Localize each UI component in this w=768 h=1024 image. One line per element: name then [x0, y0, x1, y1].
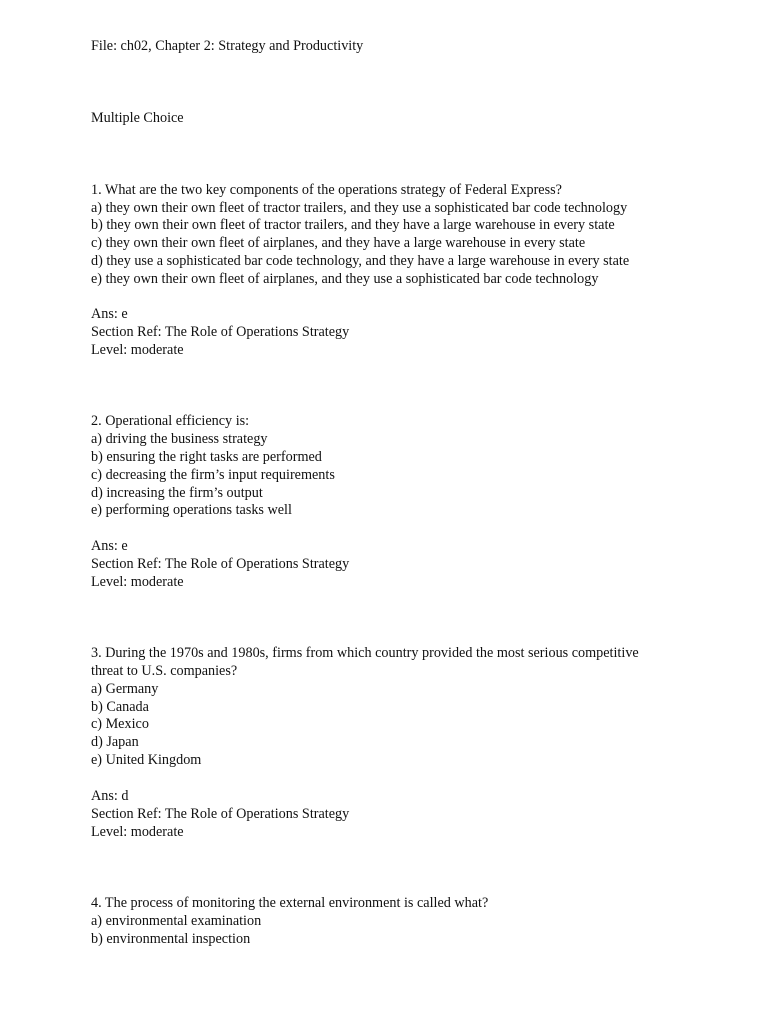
answer-option: a) driving the business strategy [91, 431, 268, 447]
question-stem: 1. What are the two key components of the operations strategy of Federal Express? [91, 182, 562, 198]
answer-option: c) decreasing the firm’s input requirements [91, 467, 335, 483]
question-stem: 2. Operational efficiency is: [91, 413, 250, 429]
answer-option: e) United Kingdom [91, 752, 202, 768]
question-stem: 4. The process of monitoring the external environment is called what? [91, 895, 489, 911]
answer-option: d) Japan [91, 734, 139, 750]
answer-option: b) Canada [91, 699, 149, 715]
answer-option: e) performing operations tasks well [91, 502, 292, 518]
answer-option: c) they own their own fleet of airplanes, and they have a large warehouse in every state [91, 235, 586, 251]
answer-option: b) ensuring the right tasks are performed [91, 449, 322, 465]
answer-option: c) Mexico [91, 716, 149, 732]
section-ref: Section Ref: The Role of Operations Strategy [91, 806, 350, 822]
section-ref: Section Ref: The Role of Operations Strategy [91, 556, 350, 572]
answer-option: a) they own their own fleet of tractor trailers, and they use a sophisticated bar code technology [91, 200, 628, 216]
answer-option: a) Germany [91, 681, 159, 697]
answer-option: b) environmental inspection [91, 931, 251, 947]
answer-key: Ans: d [91, 788, 129, 804]
difficulty-level: Level: moderate [91, 824, 184, 840]
answer-option: a) environmental examination [91, 913, 262, 929]
question-stem: threat to U.S. companies? [91, 663, 238, 679]
difficulty-level: Level: moderate [91, 574, 184, 590]
answer-key: Ans: e [91, 306, 128, 322]
answer-key: Ans: e [91, 538, 128, 554]
answer-option: e) they own their own fleet of airplanes, and they use a sophisticated bar code technology [91, 271, 599, 287]
answer-option: b) they own their own fleet of tractor trailers, and they have a large warehouse in every state [91, 217, 615, 233]
answer-option: d) they use a sophisticated bar code technology, and they have a large warehouse in every state [91, 253, 630, 269]
section-ref: Section Ref: The Role of Operations Strategy [91, 324, 350, 340]
difficulty-level: Level: moderate [91, 342, 184, 358]
section-title: Multiple Choice [91, 110, 184, 126]
question-stem: 3. During the 1970s and 1980s, firms from which country provided the most serious competitive [91, 645, 639, 661]
answer-option: d) increasing the firm’s output [91, 485, 263, 501]
file-header: File: ch02, Chapter 2: Strategy and Productivity [91, 38, 364, 54]
